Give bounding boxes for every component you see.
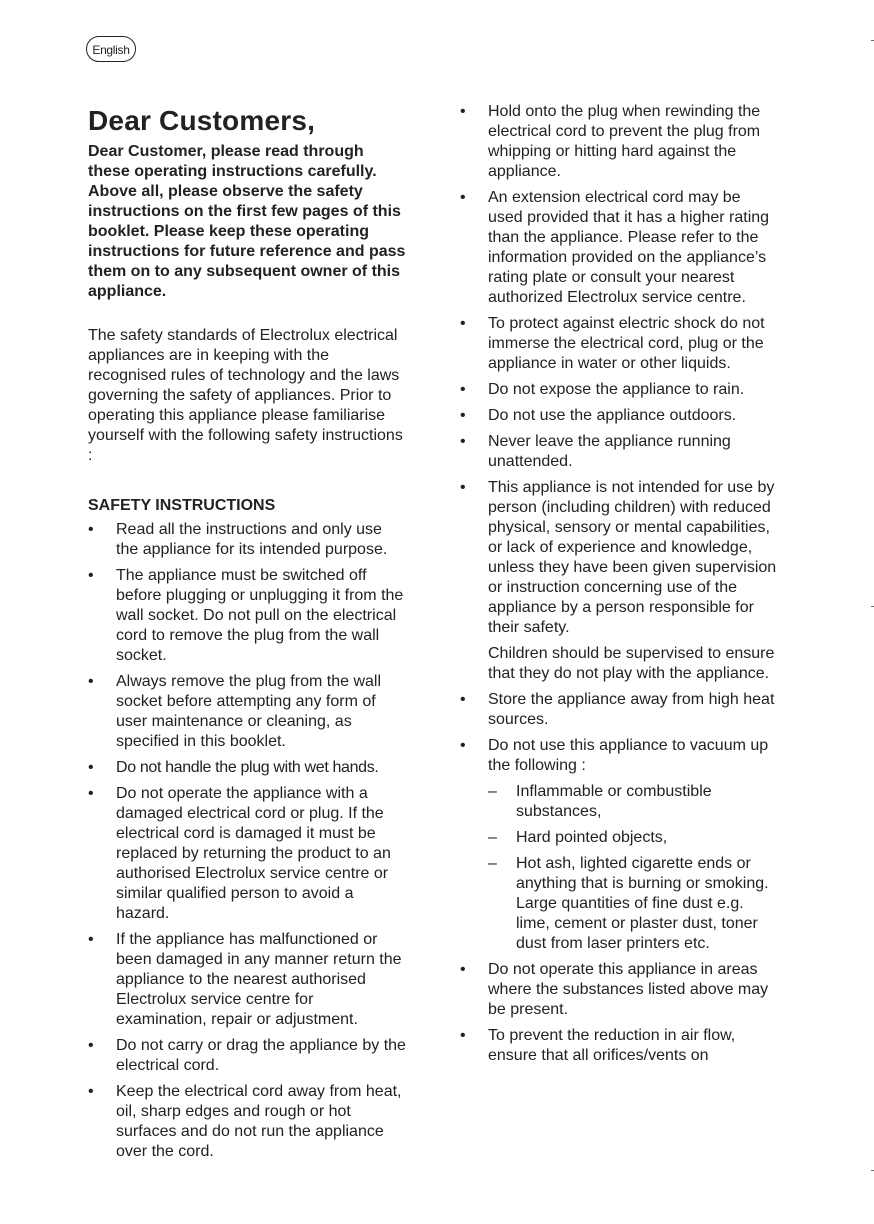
list-item: • Do not operate this appliance in areas where the substances listed above may be present. (460, 960, 778, 1020)
intro-bold-paragraph: Dear Customer, please read through these operating instructions carefully. Above all, please observe the safety instructions on the first few pages of this booklet. Please keep these operating instructions for future reference and pass them on to any subsequent owner of this appliance. (88, 143, 406, 300)
left-safety-list (88, 520, 408, 1162)
list-item: • An extension electrical cord may be used provided that it has a higher rating than the appliance. Please refer to the information provided on the appliance’s rating plate or consult your nearest authorized Electrolux service centre. (460, 188, 778, 308)
safety-heading: SAFETY INSTRUCTIONS (88, 497, 276, 514)
intro-paragraph: The safety standards of Electrolux electrical appliances are in keeping with the recognised rules of technology and the laws governing the safety of appliances. Prior to operating this appliance please familiarise yourself with the following safety instructions : (88, 327, 403, 464)
list-item: • Keep the electrical cord away from heat, oil, sharp edges and rough or hot surfaces and do not run the appliance over the cord. (88, 1082, 408, 1162)
list-item: • Hold onto the plug when rewinding the electrical cord to prevent the plug from whipping or hitting hard against the appliance. (460, 102, 778, 182)
list-item: • The appliance must be switched off before plugging or unplugging it from the wall socket. Do not pull on the electrical cord to remove the plug from the wall socket. (88, 566, 408, 666)
list-item (460, 736, 778, 954)
right-column (460, 102, 778, 1072)
list-item: • To prevent the reduction in air flow, ensure that all orifices/vents on (460, 1026, 778, 1066)
list-item: • Do not expose the appliance to rain. (460, 380, 778, 400)
vacuum-exclusion-list (488, 782, 778, 954)
list-item: • Always remove the plug from the wall socket before attempting any form of user maintenance or cleaning, as specified in this booklet. (88, 672, 408, 752)
sub-list-item: – Hard pointed objects, (488, 828, 778, 848)
list-item: • Do not operate the appliance with a damaged electrical cord or plug. If the electrical cord is damaged it must be replaced by returning the product to an authorised Electrolux service centre or similar qualified person to avoid a hazard. (88, 784, 408, 924)
language-badge: English (86, 36, 136, 62)
list-item: • If the appliance has malfunctioned or been damaged in any manner return the appliance to the nearest authorised Electrolux service centre for examination, repair or adjustment. (88, 930, 408, 1030)
children-note: Children should be supervised to ensure that they do not play with the appliance. (488, 645, 775, 682)
list-item: • Store the appliance away from high heat sources. (460, 690, 778, 730)
left-column (88, 104, 408, 1168)
list-item-text: This appliance is not intended for use by person (including children) with reduced physical, sensory or mental capabilities, or lack of experience and knowledge, unless they have been given supervision or instruction concerning use of the appliance by a person responsible for their safety. (488, 479, 777, 636)
list-item: • Never leave the appliance running unattended. (460, 432, 778, 472)
list-item: • Do not use the appliance outdoors. (460, 406, 778, 426)
sub-list-item: – Hot ash, lighted cigarette ends or anything that is burning or smoking. Large quantities of fine dust e.g. lime, cement or plaster dust, toner dust from laser printers etc. (488, 854, 778, 954)
list-item: • Do not handle the plug with wet hands. (88, 758, 408, 778)
right-safety-list (460, 102, 778, 1066)
list-item (460, 478, 778, 684)
page-title: Dear Customers, (88, 105, 316, 136)
list-item: • Do not carry or drag the appliance by the electrical cord. (88, 1036, 408, 1076)
list-item: • Read all the instructions and only use the appliance for its intended purpose. (88, 520, 408, 560)
sub-list-item: – Inflammable or combustible substances, (488, 782, 778, 822)
list-item-text: Do not use this appliance to vacuum up the following : (488, 737, 769, 774)
list-item: • To protect against electric shock do not immerse the electrical cord, plug or the appliance in water or other liquids. (460, 314, 778, 374)
